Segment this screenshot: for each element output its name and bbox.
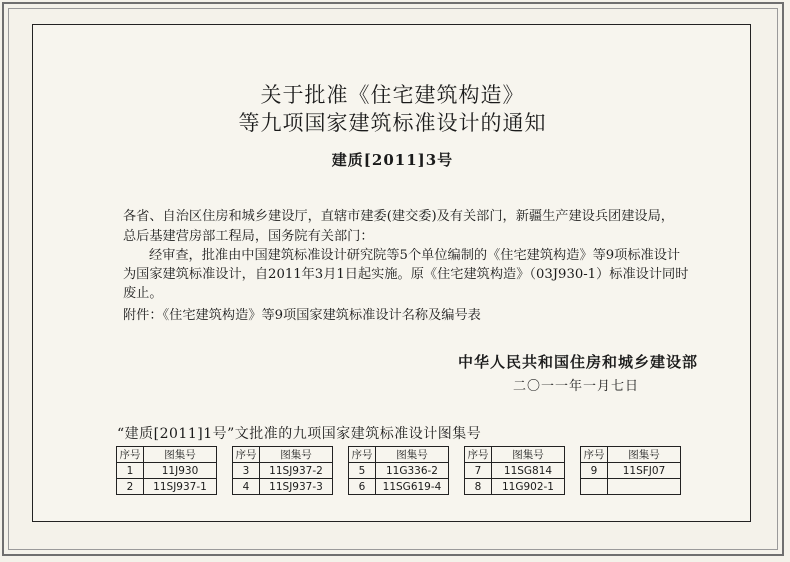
table-row [117,479,217,495]
atlas-code-cell: 11SJ937-3 [260,479,333,495]
body-line2: 为国家建筑标准设计，自2011年3月1日起实施。原《住宅建筑构造》（03J930-1）标准设计同时 [123,267,689,282]
document-number: 建质[2011]3号 [331,151,454,169]
attachment-note: 附件：《住宅建筑构造》等9项国家建筑标准设计名称及编号表 [123,308,481,323]
seq-header: 序号 [233,447,260,463]
table-row [349,479,449,495]
atlas-code-cell: 11SJ937-1 [144,479,217,495]
atlas-code-cell: 11SFJ07 [608,463,681,479]
atlas-no-header: 图集号 [260,447,333,463]
seq-header: 序号 [117,447,144,463]
atlas-table-group-5 [580,446,681,495]
body-line3: 废止。 [123,286,163,301]
issue-date: 二〇一一年一月七日 [513,379,640,394]
seq-cell: 8 [465,479,492,495]
atlas-code-cell: 11G902-1 [492,479,565,495]
atlas-code-cell: 11G336-2 [376,463,449,479]
notice-title-line2: 等九项国家建筑标准设计的通知 [238,111,547,135]
seq-header: 序号 [581,447,608,463]
seq-cell: 7 [465,463,492,479]
addressee-line2: 总后基建营房部工程局，国务院有关部门： [123,229,374,244]
atlas-code-cell: 11SG814 [492,463,565,479]
seq-cell: 9 [581,463,608,479]
atlas-table-group-4 [464,446,565,495]
atlas-code-cell [608,479,681,495]
seq-cell: 3 [233,463,260,479]
atlas-table-group-2 [232,446,333,495]
table-row [465,479,565,495]
document-page [32,24,751,522]
atlas-no-header: 图集号 [492,447,565,463]
atlas-code-cell: 11J930 [144,463,217,479]
table-row [465,463,565,479]
table-row [349,463,449,479]
table-row [581,463,681,479]
table-row [233,463,333,479]
seq-cell: 1 [117,463,144,479]
atlas-no-header: 图集号 [376,447,449,463]
seq-cell [581,479,608,495]
seq-header: 序号 [349,447,376,463]
seq-header: 序号 [465,447,492,463]
seq-cell: 6 [349,479,376,495]
table-row [233,479,333,495]
atlas-table-group-3 [348,446,449,495]
body-line1: 经审查，批准由中国建筑标准设计研究院等5个单位编制的《住宅建筑构造》等9项标准设计 [149,248,681,263]
seq-cell: 2 [117,479,144,495]
seq-cell: 5 [349,463,376,479]
atlas-no-header: 图集号 [608,447,681,463]
table-row [581,479,681,495]
atlas-table-title: “建质[2011]1号”文批准的九项国家建筑标准设计图集号 [117,426,482,442]
addressee-line1: 各省、自治区住房和城乡建设厅，直辖市建委(建交委)及有关部门，新疆生产建设兵团建设局， [123,209,674,224]
atlas-code-cell: 11SG619-4 [376,479,449,495]
atlas-no-header: 图集号 [144,447,217,463]
atlas-table-group-1 [116,446,217,495]
seq-cell: 4 [233,479,260,495]
table-row [117,463,217,479]
notice-title-line1: 关于批准《住宅建筑构造》 [260,83,525,107]
issuer-signature: 中华人民共和国住房和城乡建设部 [458,353,699,371]
atlas-code-cell: 11SJ937-2 [260,463,333,479]
